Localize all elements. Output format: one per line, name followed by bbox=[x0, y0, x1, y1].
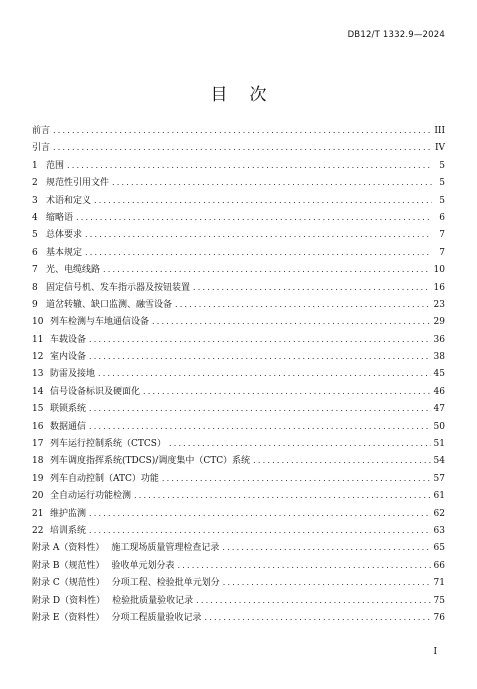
toc-appendix-b[interactable] bbox=[32, 557, 445, 574]
toc-entry-page: 46 bbox=[433, 386, 445, 397]
toc-leader-dots bbox=[89, 331, 431, 348]
toc-entry-14[interactable] bbox=[32, 383, 445, 400]
toc-entry-label: 防雷及接地 bbox=[50, 369, 96, 380]
toc-entry-number: 2 bbox=[32, 178, 38, 189]
toc-entry-label: 信号设备标识及硬面化 bbox=[50, 386, 141, 397]
toc-appendix-a[interactable] bbox=[32, 539, 445, 556]
toc-leader-dots bbox=[222, 539, 430, 556]
toc-leader-dots bbox=[204, 609, 430, 626]
toc-entry-label: 规范性引用文件 bbox=[46, 178, 110, 189]
toc-leader-dots bbox=[169, 435, 431, 452]
toc-entry-4[interactable] bbox=[32, 209, 445, 226]
toc-entry-number: 7 bbox=[32, 265, 38, 276]
toc-entry-label: 缩略语 bbox=[46, 212, 74, 223]
toc-entry-page: 6 bbox=[439, 212, 445, 223]
toc-entry-page: 45 bbox=[433, 369, 445, 380]
toc-entry-page: 71 bbox=[433, 578, 445, 589]
toc-entry-page: 61 bbox=[433, 491, 445, 502]
toc-entry-page: 47 bbox=[433, 404, 445, 415]
toc-entry-12[interactable] bbox=[32, 348, 445, 365]
toc-leader-dots bbox=[85, 226, 432, 243]
toc-entry-page: III bbox=[434, 126, 445, 136]
appendix-type: （规范性） bbox=[59, 578, 105, 589]
toc-entry-label: 列车运行控制系统（CTCS） bbox=[50, 439, 166, 450]
toc-entry-page: 5 bbox=[439, 195, 445, 206]
toc-entry-label: 术语和定义 bbox=[46, 195, 92, 206]
toc-entry-page: 5 bbox=[439, 178, 445, 189]
toc-leader-dots bbox=[89, 505, 431, 522]
toc-entry-label: 总体要求 bbox=[46, 230, 83, 241]
toc-entry-15[interactable] bbox=[32, 400, 445, 417]
toc-entry-page: 63 bbox=[433, 525, 445, 536]
toc-leader-dots bbox=[134, 487, 431, 504]
toc-entry-number: 5 bbox=[32, 230, 38, 241]
toc-leader-dots bbox=[175, 296, 431, 313]
toc-leader-dots bbox=[67, 157, 432, 174]
toc-leader-dots bbox=[143, 383, 431, 400]
page-title: 目次 bbox=[210, 85, 289, 105]
toc-entry-label: 全自动运行功能检测 bbox=[50, 491, 132, 502]
toc-leader-dots bbox=[103, 261, 431, 278]
toc-leader-dots bbox=[76, 209, 432, 226]
toc-entry-number: 14 bbox=[32, 386, 44, 397]
toc-entry-number: 16 bbox=[32, 421, 44, 432]
toc-entry-10[interactable] bbox=[32, 313, 445, 330]
toc-entry-number: 19 bbox=[32, 473, 44, 484]
toc-entry-page: 5 bbox=[439, 160, 445, 171]
toc-entry-label: 列车自动控制（ATC）功能 bbox=[50, 473, 159, 484]
toc-entry-label: 检验批质量验收记录 bbox=[112, 595, 194, 606]
toc-entry-page: 76 bbox=[433, 612, 445, 623]
toc-leader-dots bbox=[89, 418, 431, 435]
appendix-prefix: 附录 B bbox=[32, 560, 60, 571]
toc-entry-page: 50 bbox=[433, 421, 445, 432]
appendix-type: （资料性） bbox=[60, 595, 106, 606]
toc-entry-page: 75 bbox=[433, 595, 445, 606]
toc-entry-label: 光、电缆线路 bbox=[46, 265, 101, 276]
toc-entry-page: 57 bbox=[433, 473, 445, 484]
toc-leader-dots bbox=[89, 522, 431, 539]
toc-leader-dots bbox=[98, 365, 431, 382]
toc-entry-label: 验收单元划分表 bbox=[111, 560, 175, 571]
toc-leader-dots bbox=[162, 470, 431, 487]
toc-entry-number: 1 bbox=[32, 160, 38, 171]
toc-entry-number: 8 bbox=[32, 282, 38, 293]
toc-entry-number: 11 bbox=[32, 334, 44, 345]
toc-leader-dots bbox=[53, 139, 432, 156]
toc-entry-page: 62 bbox=[433, 508, 445, 519]
toc-entry-page: 7 bbox=[439, 247, 445, 258]
toc-entry-18[interactable] bbox=[32, 452, 445, 469]
toc-entry-label: 分项工程质量验收记录 bbox=[111, 612, 202, 623]
appendix-type: （规范性） bbox=[59, 560, 105, 571]
toc-leader-dots bbox=[223, 574, 431, 591]
toc-leader-dots bbox=[53, 122, 431, 139]
toc-entry-label: 前言 bbox=[32, 126, 51, 136]
toc-entry-page: 23 bbox=[433, 299, 445, 310]
toc-entry-page: 10 bbox=[433, 265, 445, 276]
toc-entry-3[interactable] bbox=[32, 192, 445, 209]
toc-entry-page: 16 bbox=[433, 282, 445, 293]
appendix-type: （资料性） bbox=[59, 612, 105, 623]
table-of-contents bbox=[32, 122, 445, 626]
toc-entry-page: IV bbox=[434, 143, 445, 154]
toc-entry-label: 培训系统 bbox=[50, 525, 87, 536]
toc-appendix-d[interactable] bbox=[32, 592, 445, 609]
document-code: DB12/T 1332.9—2024 bbox=[347, 30, 445, 40]
toc-leader-dots bbox=[253, 452, 430, 469]
toc-entry-page: 38 bbox=[433, 352, 445, 363]
toc-entry-page: 51 bbox=[433, 439, 445, 450]
page-number: I bbox=[433, 647, 437, 657]
toc-leader-dots bbox=[196, 592, 430, 609]
toc-entry-label: 联锁系统 bbox=[50, 404, 87, 415]
toc-entry-number: 4 bbox=[32, 212, 38, 223]
toc-entry-22[interactable] bbox=[32, 522, 445, 539]
toc-entry-label: 室内设备 bbox=[50, 352, 87, 363]
toc-entry-label: 引言 bbox=[32, 143, 51, 154]
toc-entry-label: 维护监测 bbox=[50, 508, 87, 519]
toc-entry-6[interactable] bbox=[32, 244, 445, 261]
toc-entry-16[interactable] bbox=[32, 418, 445, 435]
toc-entry-21[interactable] bbox=[32, 505, 445, 522]
toc-leader-dots bbox=[178, 557, 431, 574]
toc-entry-20[interactable] bbox=[32, 487, 445, 504]
toc-entry-page: 36 bbox=[433, 334, 445, 345]
toc-entry-page: 7 bbox=[439, 230, 445, 241]
toc-leader-dots bbox=[89, 400, 431, 417]
toc-entry-label: 范围 bbox=[46, 160, 65, 171]
toc-appendix-c[interactable] bbox=[32, 574, 445, 591]
toc-entry-introduction[interactable] bbox=[32, 139, 445, 156]
toc-entry-foreword[interactable] bbox=[32, 122, 445, 139]
toc-entry-19[interactable] bbox=[32, 470, 445, 487]
toc-entry-number: 13 bbox=[32, 369, 44, 380]
toc-entry-11[interactable] bbox=[32, 331, 445, 348]
appendix-prefix: 附录 D bbox=[32, 595, 61, 606]
toc-entry-number: 17 bbox=[32, 439, 44, 450]
toc-entry-page: 65 bbox=[433, 543, 445, 554]
appendix-prefix: 附录 C bbox=[32, 578, 60, 589]
toc-entry-page: 29 bbox=[433, 317, 445, 328]
toc-entry-page: 54 bbox=[433, 456, 445, 467]
toc-entry-number: 12 bbox=[32, 352, 44, 363]
toc-entry-number: 15 bbox=[32, 404, 44, 415]
toc-entry-number: 10 bbox=[32, 317, 44, 328]
toc-entry-13[interactable] bbox=[32, 365, 445, 382]
toc-entry-label: 施工现场质量管理检查记录 bbox=[111, 543, 220, 554]
toc-leader-dots bbox=[89, 348, 431, 365]
toc-entry-8[interactable] bbox=[32, 279, 445, 296]
toc-entry-9[interactable] bbox=[32, 296, 445, 313]
toc-entry-number: 21 bbox=[32, 508, 44, 519]
toc-entry-1[interactable] bbox=[32, 157, 445, 174]
toc-entry-2[interactable] bbox=[32, 174, 445, 191]
toc-leader-dots bbox=[112, 174, 432, 191]
appendix-prefix: 附录 A bbox=[32, 543, 60, 554]
appendix-prefix: 附录 E bbox=[32, 612, 60, 623]
toc-entry-label: 分项工程、检验批单元划分 bbox=[111, 578, 220, 589]
toc-entry-number: 9 bbox=[32, 299, 38, 310]
toc-entry-label: 道岔转辙、缺口监测、融雪设备 bbox=[46, 299, 173, 310]
toc-entry-label: 基本规定 bbox=[46, 247, 83, 258]
toc-entry-label: 列车调度指挥系统(TDCS)/调度集中（CTC）系统 bbox=[50, 456, 251, 467]
toc-leader-dots bbox=[85, 244, 432, 261]
appendix-type: （资料性） bbox=[59, 543, 105, 554]
toc-entry-label: 数据通信 bbox=[50, 421, 87, 432]
toc-entry-page: 66 bbox=[433, 560, 445, 571]
toc-entry-17[interactable] bbox=[32, 435, 445, 452]
toc-entry-number: 22 bbox=[32, 525, 44, 536]
toc-leader-dots bbox=[193, 279, 431, 296]
toc-entry-number: 3 bbox=[32, 195, 38, 206]
toc-appendix-e[interactable] bbox=[32, 609, 445, 626]
toc-leader-dots bbox=[152, 313, 431, 330]
toc-entry-5[interactable] bbox=[32, 226, 445, 243]
toc-entry-label: 列车检测与车地通信设备 bbox=[50, 317, 150, 328]
toc-entry-label: 固定信号机、发车指示器及按钮装置 bbox=[46, 282, 191, 293]
toc-leader-dots bbox=[94, 192, 432, 209]
toc-entry-label: 车载设备 bbox=[50, 334, 87, 345]
toc-entry-number: 6 bbox=[32, 247, 38, 258]
toc-entry-number: 20 bbox=[32, 491, 44, 502]
toc-entry-number: 18 bbox=[32, 456, 44, 467]
toc-entry-7[interactable] bbox=[32, 261, 445, 278]
